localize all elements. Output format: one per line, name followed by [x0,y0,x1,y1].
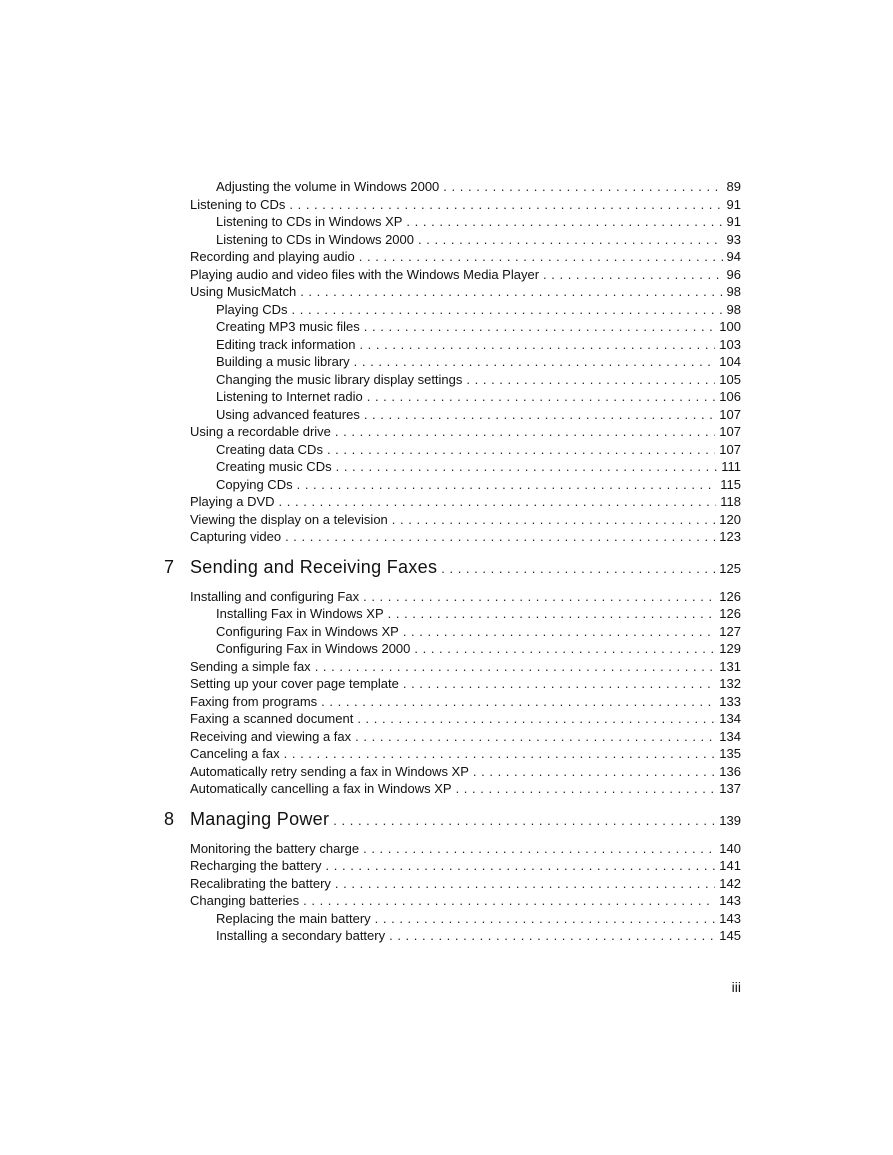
toc-entry-page-number: 106 [719,389,741,404]
toc-entry-title: Listening to CDs [190,196,286,212]
toc-entry-page-number: 145 [719,928,741,943]
toc-entry-page-number: 115 [720,476,741,492]
chapter-heading-8[interactable] [0,806,893,832]
toc-entry-title: Changing batteries [190,893,300,908]
toc-entry[interactable] [0,658,893,676]
dot-leader [326,857,716,875]
chapter-page-number: 139 [719,812,741,828]
toc-entry-page-number: 100 [719,319,741,334]
toc-entry-page-number: 111 [721,459,741,474]
toc-entry-title: Copying CDs [216,476,293,492]
dot-leader [359,248,723,266]
toc-entry-title: Setting up your cover page template [190,676,399,691]
toc-entry[interactable] [0,511,893,529]
toc-entry[interactable] [0,283,893,301]
toc-entry-title: Configuring Fax in Windows XP [216,623,399,639]
toc-entry-page-number: 143 [719,893,741,908]
toc-entry[interactable] [0,605,893,623]
dot-leader [300,283,722,301]
dot-leader [303,892,715,910]
toc-entry-page-number: 104 [719,354,741,369]
toc-entry[interactable] [0,840,893,858]
chapter-title: Managing Power [190,808,330,829]
toc-entry-title: Playing CDs [216,301,288,317]
dot-leader [354,353,716,371]
toc-entry[interactable] [0,728,893,746]
dot-leader [392,511,716,529]
toc-entry-title: Viewing the display on a television [190,511,388,527]
dot-leader [443,178,722,196]
toc-entry[interactable] [0,857,893,875]
dot-leader [363,588,715,606]
toc-entry-page-number: 123 [719,529,741,544]
toc-entry-title: Listening to CDs in Windows XP [216,214,403,229]
toc-entry-title: Configuring Fax in Windows 2000 [216,641,411,656]
dot-leader [543,266,723,284]
toc-entry-title: Using MusicMatch [190,284,297,299]
toc-entry-title: Creating data CDs [216,441,323,457]
toc-entry-title: Playing a DVD [190,494,275,509]
dot-leader [418,231,723,249]
toc-section-chapter-7 [0,588,893,798]
toc-entry[interactable] [0,213,893,231]
toc-entry[interactable] [0,441,893,459]
toc-entry[interactable] [0,178,893,196]
toc-entry-page-number: 131 [719,658,741,674]
page-folio: iii [731,979,741,995]
dot-leader [357,710,715,728]
dot-leader [367,388,716,406]
toc-entry-title: Monitoring the battery charge [190,840,360,856]
dot-leader [335,423,715,441]
dot-leader [466,371,715,389]
toc-entry[interactable] [0,763,893,781]
toc-entry-page-number: 134 [719,711,741,726]
toc-entry-page-number: 126 [719,606,741,621]
toc-entry[interactable] [0,528,893,546]
dot-leader [456,780,716,798]
dot-leader [403,675,715,693]
toc-entry-page-number: 107 [719,406,741,422]
dot-leader [403,623,715,641]
toc-entry-page-number: 132 [719,676,741,691]
toc-entry[interactable] [0,693,893,711]
toc-entry[interactable] [0,336,893,354]
toc-entry-title: Faxing a scanned document [190,711,354,726]
toc-entry-page-number: 135 [719,746,741,761]
toc-entry-page-number: 140 [719,840,741,856]
toc-entry-title: Playing audio and video files with the Windows Media Player [190,266,540,282]
toc-entry-page-number: 134 [719,728,741,744]
toc-entry-title: Recalibrating the battery [190,875,331,891]
dot-leader [333,808,715,834]
toc-entry[interactable] [0,588,893,606]
dot-leader [389,927,715,945]
toc-entry-page-number: 91 [726,196,741,212]
dot-leader [359,336,715,354]
toc-entry-page-number: 133 [719,693,741,709]
toc-entry-title: Creating music CDs [216,459,332,474]
toc-entry-page-number: 141 [719,858,741,873]
toc-entry[interactable] [0,301,893,319]
toc-entry[interactable] [0,640,893,658]
toc-entry-page-number: 96 [726,266,741,282]
dot-leader [364,406,715,424]
dot-leader [321,693,715,711]
toc-entry[interactable] [0,675,893,693]
chapter-number: 8 [164,808,175,829]
toc-entry-page-number: 136 [719,763,741,779]
toc-entry-page-number: 126 [719,588,741,604]
toc-entry[interactable] [0,196,893,214]
toc-entry-title: Creating MP3 music files [216,319,360,334]
toc-entry-title: Adjusting the volume in Windows 2000 [216,179,440,194]
toc-entry[interactable] [0,875,893,893]
toc-entry-title: Editing track information [216,336,356,352]
chapter-heading-7[interactable] [0,554,893,580]
dot-leader [363,840,715,858]
toc-entry[interactable] [0,231,893,249]
toc-entry-page-number: 89 [726,179,741,194]
toc-entry[interactable] [0,371,893,389]
chapter-number: 7 [164,556,175,577]
toc-entry-page-number: 118 [720,494,741,509]
toc-entry[interactable] [0,458,893,476]
toc-entry-page-number: 91 [726,214,741,229]
toc-entry-page-number: 127 [719,623,741,639]
toc-entry-page-number: 107 [719,424,741,439]
chapter-page-number: 125 [719,560,741,576]
dot-leader [375,910,716,928]
toc-entry[interactable] [0,423,893,441]
toc-entry-page-number: 143 [719,910,741,926]
toc-entry-page-number: 105 [719,371,741,387]
toc-entry-page-number: 137 [719,781,741,796]
toc-entry-title: Changing the music library display settings [216,371,463,387]
dot-leader [284,745,716,763]
toc-entry[interactable] [0,710,893,728]
toc-entry-page-number: 103 [719,336,741,352]
toc-entry[interactable] [0,910,893,928]
dot-leader [441,556,715,582]
toc-entry[interactable] [0,623,893,641]
toc-entry-title: Recording and playing audio [190,249,355,264]
dot-leader [292,301,723,319]
toc-entry[interactable] [0,476,893,494]
toc-entry[interactable] [0,493,893,511]
dot-leader [473,763,715,781]
dot-leader [364,318,716,336]
toc-entry[interactable] [0,780,893,798]
toc-entry[interactable] [0,248,893,266]
toc-section-chapter-6-continued [0,178,893,546]
dot-leader [297,476,717,494]
toc-entry[interactable] [0,892,893,910]
toc-entry[interactable] [0,406,893,424]
toc-entry-page-number: 107 [719,441,741,457]
toc-entry-title: Installing and configuring Fax [190,588,360,604]
toc-entry-page-number: 98 [726,284,741,299]
toc-entry-title: Using advanced features [216,406,360,422]
toc-entry-page-number: 142 [719,875,741,891]
toc-entry-title: Using a recordable drive [190,424,331,439]
dot-leader [335,875,715,893]
toc-entry-title: Building a music library [216,354,350,369]
toc-entry[interactable] [0,318,893,336]
dot-leader [414,640,715,658]
chapter-title: Sending and Receiving Faxes [190,556,438,577]
dot-leader [336,458,718,476]
toc-entry-title: Recharging the battery [190,858,322,873]
toc-entry-page-number: 93 [726,231,741,247]
toc-entry-page-number: 129 [719,641,741,656]
toc-entry[interactable] [0,388,893,406]
dot-leader [355,728,715,746]
dot-leader [279,493,717,511]
toc-section-chapter-8 [0,840,893,945]
toc-entry-title: Canceling a fax [190,746,280,761]
toc-entry-page-number: 120 [719,511,741,527]
toc-entry-title: Listening to CDs in Windows 2000 [216,231,414,247]
toc-entry[interactable] [0,745,893,763]
dot-leader [388,605,716,623]
toc-entry-title: Installing Fax in Windows XP [216,606,384,621]
toc-entry-title: Listening to Internet radio [216,389,363,404]
dot-leader [327,441,715,459]
toc-entry-title: Sending a simple fax [190,658,311,674]
table-of-contents [0,178,893,945]
toc-entry-title: Receiving and viewing a fax [190,728,352,744]
toc-entry-title: Automatically cancelling a fax in Windows XP [190,781,452,796]
toc-entry-title: Automatically retry sending a fax in Windows XP [190,763,469,779]
toc-entry-page-number: 98 [726,301,741,317]
toc-entry-title: Replacing the main battery [216,910,371,926]
toc-entry-title: Installing a secondary battery [216,928,386,943]
toc-entry-title: Capturing video [190,529,282,544]
dot-leader [285,528,715,546]
toc-entry[interactable] [0,927,893,945]
dot-leader [406,213,722,231]
dot-leader [315,658,716,676]
toc-entry-title: Faxing from programs [190,693,318,709]
dot-leader [289,196,722,214]
toc-entry-page-number: 94 [726,249,741,264]
toc-entry[interactable] [0,353,893,371]
toc-entry[interactable] [0,266,893,284]
